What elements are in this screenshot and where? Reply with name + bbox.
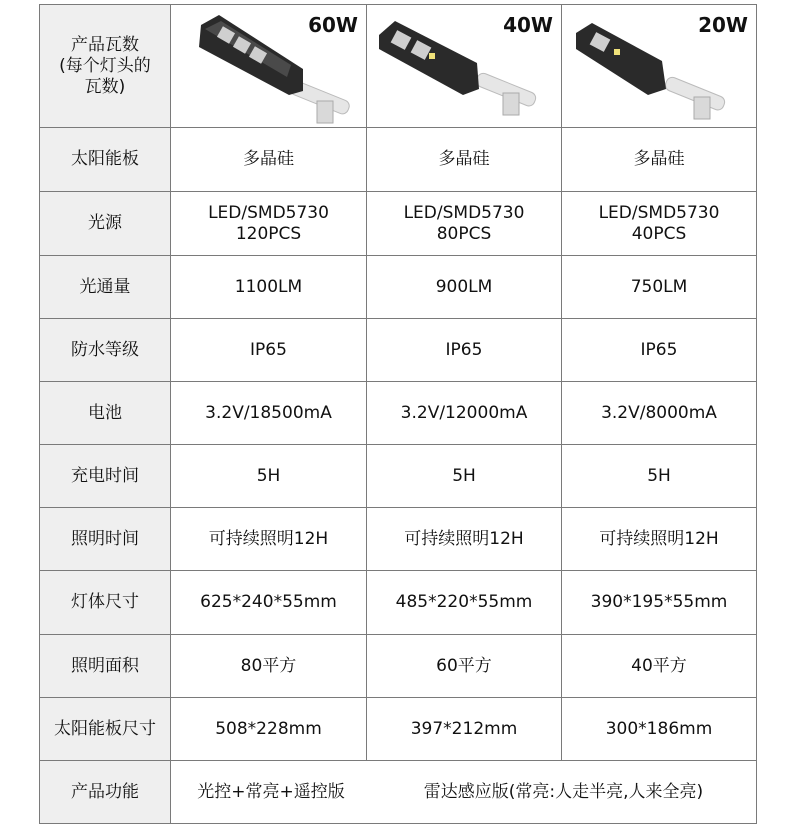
- cell-value: 多晶硅: [171, 128, 367, 192]
- row-body-size: [40, 571, 757, 635]
- wattage-label-cell: [40, 5, 171, 128]
- cell-value: [367, 192, 562, 256]
- model-20w: 20W: [698, 13, 748, 37]
- cell-value: [562, 192, 757, 256]
- cell-value: 可持续照明12H: [367, 508, 562, 571]
- feature-value-a: 光控+常亮+遥控版: [197, 781, 345, 802]
- feature-cell: [171, 761, 757, 824]
- cell-value: 625*240*55mm: [171, 571, 367, 635]
- row-label: 光源: [40, 192, 171, 256]
- cell-value: 5H: [171, 445, 367, 508]
- cell-value: 可持续照明12H: [171, 508, 367, 571]
- cell-value: 900LM: [367, 256, 562, 319]
- cell-line: LED/SMD5730: [598, 202, 720, 223]
- cell-line: LED/SMD5730: [208, 202, 329, 223]
- row-label: 充电时间: [40, 445, 171, 508]
- spec-table: [39, 4, 757, 824]
- cell-line: 120PCS: [235, 223, 302, 244]
- row-waterproof-rating: [40, 319, 757, 382]
- row-lighting-area: [40, 635, 757, 698]
- header-row: [40, 5, 757, 128]
- cell-value: 多晶硅: [562, 128, 757, 192]
- feature-value-b: 雷达感应版(常亮:人走半亮,人来全亮): [423, 781, 704, 802]
- cell-value: 3.2V/12000mA: [367, 382, 562, 445]
- row-label: 灯体尺寸: [40, 571, 171, 635]
- cell-value: 508*228mm: [171, 698, 367, 761]
- cell-value: IP65: [562, 319, 757, 382]
- cell-value: [171, 192, 367, 256]
- model-60w: 60W: [308, 13, 358, 37]
- row-label: 电池: [40, 382, 171, 445]
- wattage-label-line2: (每个灯头的: [59, 55, 151, 76]
- row-label: 防水等级: [40, 319, 171, 382]
- cell-value: 5H: [367, 445, 562, 508]
- cell-value: IP65: [171, 319, 367, 382]
- cell-value: 80平方: [171, 635, 367, 698]
- cell-value: 5H: [562, 445, 757, 508]
- row-label: 照明时间: [40, 508, 171, 571]
- row-label: 光通量: [40, 256, 171, 319]
- model-40w: 40W: [503, 13, 553, 37]
- row-solar-panel: [40, 128, 757, 192]
- row-light-source: [40, 192, 757, 256]
- cell-line: LED/SMD5730: [403, 202, 525, 223]
- cell-value: 397*212mm: [367, 698, 562, 761]
- cell-value: 1100LM: [171, 256, 367, 319]
- cell-value: 可持续照明12H: [562, 508, 757, 571]
- cell-value: 485*220*55mm: [367, 571, 562, 635]
- cell-value: 750LM: [562, 256, 757, 319]
- row-charging-time: [40, 445, 757, 508]
- cell-value: 60平方: [367, 635, 562, 698]
- row-panel-size: [40, 698, 757, 761]
- row-label: 太阳能板尺寸: [40, 698, 171, 761]
- product-cell-40w: [367, 5, 562, 128]
- cell-value: 390*195*55mm: [562, 571, 757, 635]
- cell-value: 300*186mm: [562, 698, 757, 761]
- cell-line: 80PCS: [436, 223, 492, 244]
- cell-value: 3.2V/8000mA: [562, 382, 757, 445]
- row-battery: [40, 382, 757, 445]
- product-cell-20w: [562, 5, 757, 128]
- wattage-label-line1: 产品瓦数: [71, 34, 139, 55]
- wattage-label-line3: 瓦数): [84, 76, 126, 97]
- cell-value: IP65: [367, 319, 562, 382]
- row-label: 太阳能板: [40, 128, 171, 192]
- cell-value: 3.2V/18500mA: [171, 382, 367, 445]
- row-label: 照明面积: [40, 635, 171, 698]
- cell-line: 40PCS: [631, 223, 687, 244]
- row-label: 产品功能: [40, 761, 171, 824]
- row-luminous-flux: [40, 256, 757, 319]
- cell-value: 多晶硅: [367, 128, 562, 192]
- product-cell-60w: [171, 5, 367, 128]
- cell-value: 40平方: [562, 635, 757, 698]
- row-lighting-time: [40, 508, 757, 571]
- row-product-function: [40, 761, 757, 824]
